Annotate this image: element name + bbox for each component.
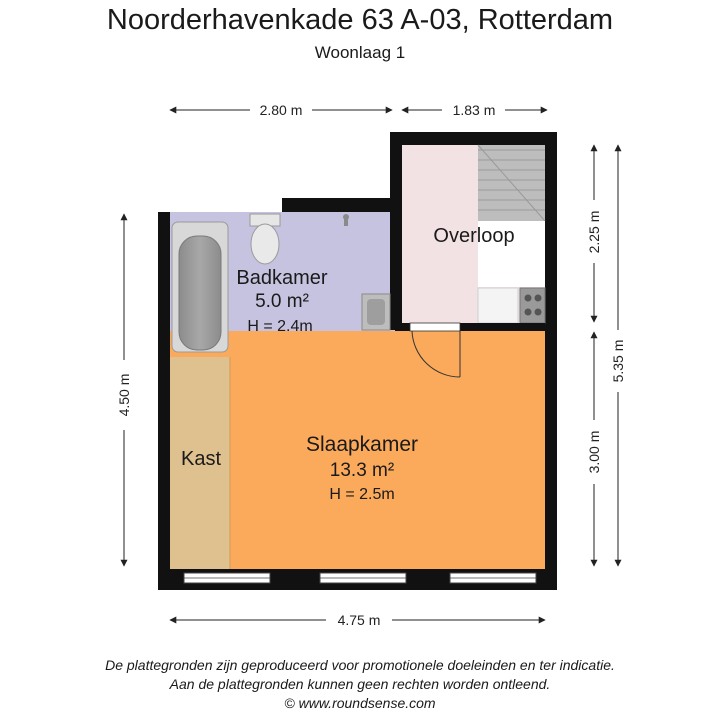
toilet — [250, 214, 280, 264]
plan-title: Noorderhavenkade 63 A-03, Rotterdam — [106, 4, 614, 36]
overloop-name: Overloop — [433, 225, 515, 247]
dim-left-label: 4.50 m — [116, 373, 132, 417]
dim-top-left-label: 2.80 m — [259, 102, 303, 118]
slaapkamer-name: Slaapkamer — [305, 433, 419, 456]
disclaimer-line-2: Aan de plattegronden kunnen geen rechten worden ontleend. — [169, 676, 551, 692]
disclaimer-line-1: De plattegronden zijn geproduceerd voor promotionele doeleinden en ter indicatie. — [105, 657, 615, 673]
dim-bottom-label: 4.75 m — [337, 612, 381, 628]
slaapkamer-area: 13.3 m² — [329, 460, 395, 481]
windows — [184, 573, 536, 583]
badkamer-area: 5.0 m² — [255, 291, 309, 312]
stove — [520, 288, 545, 323]
plan-subtitle: Woonlaag 1 — [314, 43, 406, 62]
badkamer-height: H = 2.4m — [247, 318, 313, 335]
disclaimer — [0, 656, 720, 713]
wall-bath-overloop — [390, 132, 402, 330]
dim-right-lower-label: 3.00 m — [586, 430, 602, 474]
dim-right-upper-label: 2.25 m — [586, 210, 602, 254]
copyright: © www.roundsense.com — [284, 695, 436, 711]
dim-right-total-label: 5.35 m — [610, 339, 626, 383]
kast-name: Kast — [180, 448, 222, 470]
badkamer-name: Badkamer — [236, 267, 328, 289]
bathtub — [172, 222, 228, 352]
sink — [362, 294, 390, 330]
slaapkamer-height: H = 2.5m — [329, 486, 395, 503]
dim-top-right-label: 1.83 m — [452, 102, 496, 118]
